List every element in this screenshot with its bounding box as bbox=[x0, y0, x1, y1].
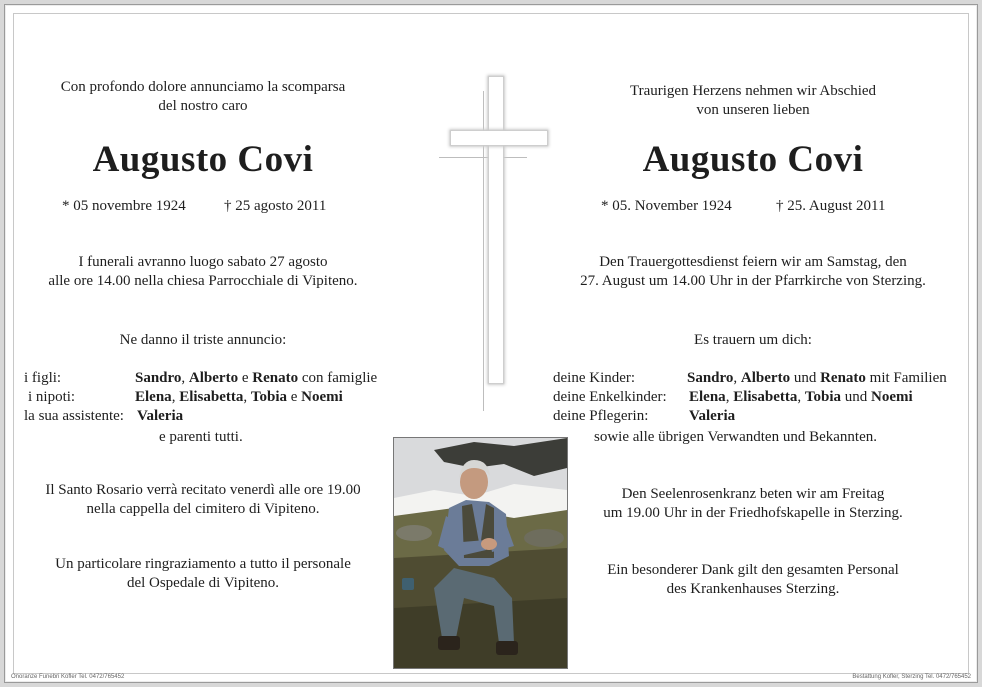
obituary-card bbox=[4, 4, 978, 683]
it-assistant: Valeria bbox=[137, 408, 184, 424]
de-death-date: † 25. August 2011 bbox=[776, 198, 886, 214]
de-deceased-name: Augusto Covi bbox=[642, 139, 864, 180]
de-thanks: Ein besonderer Dank gilt den gesamten Personal des Krankenhauses Sterzing. bbox=[607, 562, 899, 597]
de-grandchildren: Elena, Elisabetta, Tobia und Noemi bbox=[689, 389, 913, 405]
de-children-label: deine Kinder: bbox=[553, 370, 636, 386]
cross-shadow-horizontal bbox=[439, 157, 527, 158]
it-announce: Ne danno il triste annuncio: bbox=[119, 332, 287, 348]
de-rosary-info: Den Seelenrosenkranz beten wir am Freitag um 19.00 Uhr in der Friedhofskapelle in Sterzing. bbox=[603, 486, 903, 521]
cross-icon bbox=[489, 77, 503, 383]
it-children-label: i figli: bbox=[24, 370, 62, 386]
it-grandchildren-label: i nipoti: bbox=[28, 389, 76, 405]
it-death-date: † 25 agosto 2011 bbox=[224, 198, 327, 214]
portrait-photo bbox=[393, 437, 568, 669]
de-funeral-info: Den Trauergottesdienst feiern wir am Samstag, den 27. August um 14.00 Uhr in der Pfarrkirche von Sterzing. bbox=[580, 254, 926, 289]
portrait-illustration bbox=[394, 438, 567, 668]
de-children: Sandro, Alberto und Renato mit Familien bbox=[687, 370, 947, 386]
it-grandchildren: Elena, Elisabetta, Tobia e Noemi bbox=[135, 389, 343, 405]
it-relatives: e parenti tutti. bbox=[159, 429, 243, 445]
it-children: Sandro, Alberto e Renato con famiglie bbox=[135, 370, 378, 386]
it-deceased-name: Augusto Covi bbox=[92, 139, 314, 180]
it-thanks: Un particolare ringraziamento a tutto il personale del Ospedale di Vipiteno. bbox=[55, 556, 351, 591]
cross-icon-bar bbox=[451, 131, 547, 145]
it-rosary-info: Il Santo Rosario verrà recitato venerdì alle ore 19.00 nella cappella del cimitero di Vipiteno. bbox=[45, 482, 361, 517]
it-birth-date: * 05 novembre 1924 bbox=[62, 198, 186, 214]
de-intro: Traurigen Herzens nehmen wir Abschied von unseren lieben bbox=[629, 83, 877, 118]
it-assistant-label: la sua assistente: bbox=[24, 408, 124, 424]
de-grandchildren-label: deine Enkelkinder: bbox=[553, 389, 667, 405]
de-announce: Es trauern um dich: bbox=[694, 332, 812, 348]
it-funeral-info: I funerali avranno luogo sabato 27 agosto alle ore 14.00 nella chiesa Parrocchiale di Vipiteno. bbox=[48, 254, 358, 289]
it-intro: Con profondo dolore annunciamo la scomparsa del nostro caro bbox=[60, 79, 346, 114]
de-caregiver: Valeria bbox=[689, 408, 736, 424]
it-footer: Onoranze Funebri Kofler Tel. 0472/765452 bbox=[11, 674, 125, 680]
de-birth-date: * 05. November 1924 bbox=[601, 198, 732, 214]
de-caregiver-label: deine Pflegerin: bbox=[553, 408, 649, 424]
de-relatives: sowie alle übrigen Verwandten und Bekannten. bbox=[594, 429, 877, 445]
de-footer: Bestattung Kofler, Sterzing Tel. 0472/765452 bbox=[852, 674, 971, 680]
